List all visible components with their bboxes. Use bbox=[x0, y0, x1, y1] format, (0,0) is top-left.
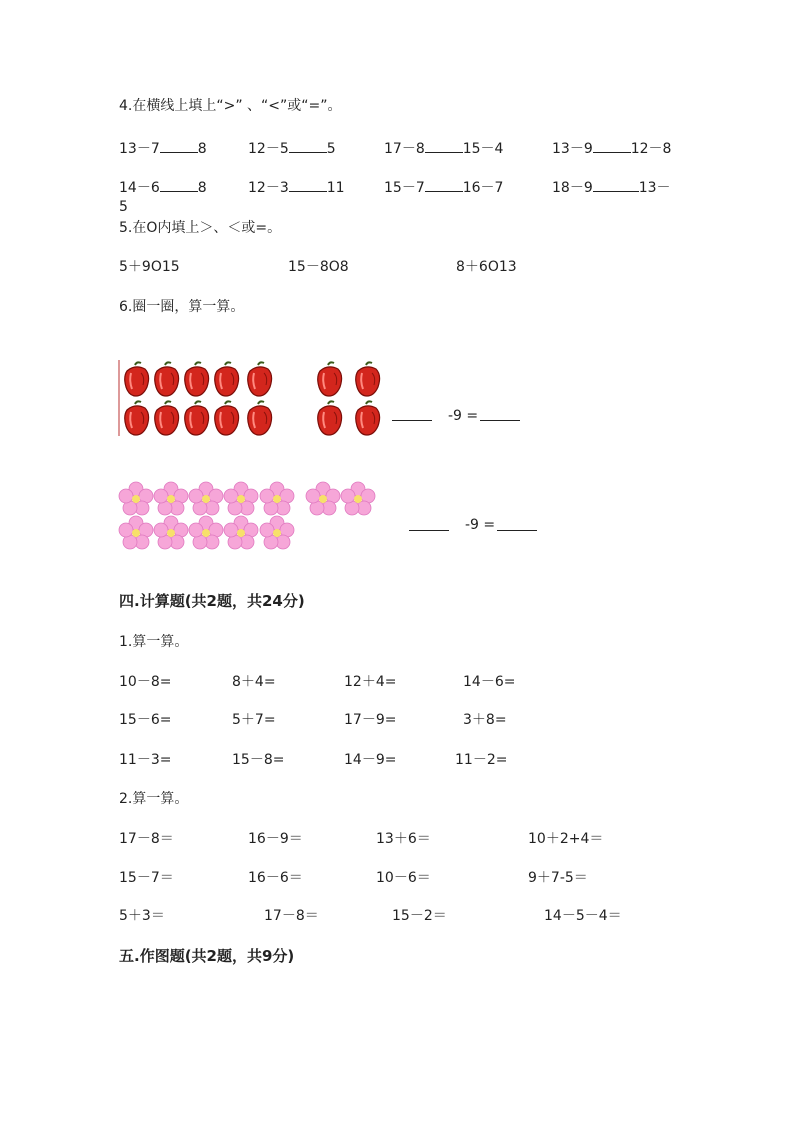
calc-item: 17－9= bbox=[344, 712, 397, 728]
calc-item: 11－2= bbox=[455, 752, 508, 768]
calc-item: 8＋4= bbox=[232, 674, 276, 690]
answer-blank[interactable] bbox=[425, 138, 463, 153]
pepper-row-bottom bbox=[125, 401, 380, 435]
pepper-picture bbox=[118, 358, 388, 440]
calc-item: 16－6＝ bbox=[248, 870, 303, 886]
pepper-expression: -9 = bbox=[448, 408, 479, 424]
question-4-title: 4.在横线上填上“>” 、“<”或“=”。 bbox=[119, 98, 342, 114]
compare-circle-item: 8＋6O13 bbox=[456, 259, 517, 275]
calc-item: 15－6= bbox=[119, 712, 172, 728]
answer-blank[interactable] bbox=[160, 138, 198, 153]
calc-item: 14－5－4＝ bbox=[544, 908, 622, 924]
calc-item: 10－6＝ bbox=[376, 870, 431, 886]
answer-blank[interactable] bbox=[480, 420, 520, 421]
answer-blank[interactable] bbox=[160, 177, 198, 192]
answer-blank[interactable] bbox=[497, 530, 537, 531]
section-4-q1-title: 1.算一算。 bbox=[119, 634, 189, 650]
compare-item: 13－9 12－8 bbox=[552, 138, 671, 158]
flower-row-bottom bbox=[119, 516, 294, 549]
calc-item: 10－8= bbox=[119, 674, 172, 690]
calc-item: 13＋6＝ bbox=[376, 831, 431, 847]
section-4-q2-title: 2.算一算。 bbox=[119, 791, 189, 807]
calc-item: 9＋7-5＝ bbox=[528, 870, 588, 886]
compare-item: 12－3 11 bbox=[248, 177, 345, 197]
question-6-title: 6.圈一圈，算一算。 bbox=[119, 299, 245, 315]
compare-item: 13－7 8 bbox=[119, 138, 207, 158]
calc-item: 15－2＝ bbox=[392, 908, 447, 924]
calc-item: 3＋8= bbox=[463, 712, 507, 728]
compare-item: 12－5 5 bbox=[248, 138, 336, 158]
answer-blank[interactable] bbox=[289, 138, 327, 153]
section-4-title: 四.计算题(共2题，共24分) bbox=[119, 592, 305, 610]
calc-item: 11－3= bbox=[119, 752, 172, 768]
calc-item: 15－8= bbox=[232, 752, 285, 768]
flower-picture bbox=[118, 480, 380, 552]
answer-blank[interactable] bbox=[425, 177, 463, 192]
section-5-title: 五.作图题(共2题，共9分) bbox=[119, 947, 295, 965]
pepper-row-top bbox=[125, 362, 380, 396]
calc-item: 12＋4= bbox=[344, 674, 397, 690]
compare-item: 14－6 8 bbox=[119, 177, 207, 197]
wrapped-text: 5 bbox=[119, 199, 128, 215]
flower-expression: -9 = bbox=[465, 517, 496, 533]
calc-item: 5＋7= bbox=[232, 712, 276, 728]
calc-item: 16－9＝ bbox=[248, 831, 303, 847]
answer-blank[interactable] bbox=[593, 177, 639, 192]
compare-item: 18－9 13－ bbox=[552, 177, 671, 197]
compare-item: 15－7 16－7 bbox=[384, 177, 503, 197]
answer-blank[interactable] bbox=[289, 177, 327, 192]
calc-item: 14－9= bbox=[344, 752, 397, 768]
calc-item: 17－8＝ bbox=[119, 831, 174, 847]
compare-circle-item: 5＋9O15 bbox=[119, 259, 180, 275]
compare-item: 17－8 15－4 bbox=[384, 138, 503, 158]
answer-blank[interactable] bbox=[392, 420, 432, 421]
question-5-title: 5.在O内填上＞、＜或=。 bbox=[119, 220, 282, 236]
calc-item: 14－6= bbox=[463, 674, 516, 690]
calc-item: 15－7＝ bbox=[119, 870, 174, 886]
answer-blank[interactable] bbox=[409, 530, 449, 531]
calc-item: 5＋3＝ bbox=[119, 908, 165, 924]
flower-row-top bbox=[119, 482, 375, 515]
answer-blank[interactable] bbox=[593, 138, 631, 153]
calc-item: 17－8＝ bbox=[264, 908, 319, 924]
compare-circle-item: 15－8O8 bbox=[288, 259, 349, 275]
calc-item: 10＋2+4＝ bbox=[528, 831, 604, 847]
